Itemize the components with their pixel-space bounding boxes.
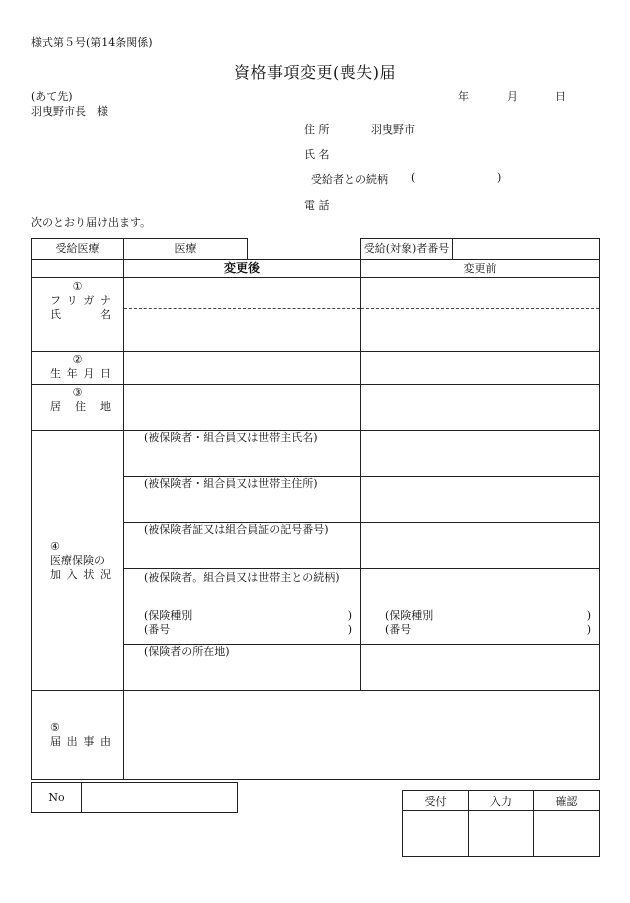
benefit-label: 受給医療: [55, 242, 100, 255]
recipient-no-label: 受給(対象)者番号: [363, 242, 450, 255]
row2-before-cell[interactable]: [361, 352, 600, 385]
row4-line1-label: 医療保険の: [50, 553, 105, 567]
ins-type-after: (保険種別 ): [144, 609, 352, 622]
received-header: 受付: [403, 791, 469, 811]
row5-label-cell: [32, 691, 124, 780]
row2-label-cell: [32, 352, 124, 385]
insured-address-label: (被保険者・組合員又は世帯主住所): [144, 477, 318, 490]
phone-label: 電 話: [304, 199, 330, 212]
date-month: 月: [507, 90, 518, 103]
row4-line2-label: 加 入 状 況: [50, 567, 111, 581]
input-header: 入力: [469, 791, 534, 811]
ins-number-after: (番号 ): [144, 623, 352, 636]
row4-insured-address-after[interactable]: [124, 477, 361, 523]
relation-open-paren: (: [411, 171, 416, 184]
row1-after-furigana[interactable]: [124, 278, 360, 308]
address-label: 住 所: [304, 123, 330, 136]
received-stamp-cell[interactable]: [403, 811, 469, 857]
confirm-stamp-cell[interactable]: [534, 811, 600, 857]
confirm-header: 確認: [534, 791, 600, 811]
row3-number: ③: [72, 386, 83, 399]
row1-furigana-label: フ リ ガ ナ: [50, 294, 111, 307]
card-number-label: (被保険者証又は組合員証の記号番号): [144, 523, 329, 536]
relation-label: 受給者との続柄: [311, 173, 388, 186]
column-after-header: 変更後: [223, 261, 260, 275]
row3-before-cell[interactable]: [361, 385, 600, 431]
form-code: 様式第５号(第14条関係): [31, 36, 153, 49]
no-label-cell: [32, 783, 82, 813]
row4-insured-name-before[interactable]: [361, 431, 600, 477]
row2-after-cell[interactable]: [124, 352, 361, 385]
relation-label: (被保険者。組合員又は世帯主との続柄): [144, 571, 340, 584]
input-stamp-cell[interactable]: [469, 811, 534, 857]
column-before-header: 変更前: [463, 261, 497, 275]
row3-label-cell: [32, 385, 124, 431]
relation-close-paren: ): [497, 171, 502, 184]
row4-relation-before[interactable]: [361, 569, 600, 645]
ins-number-before: (番号 ): [385, 623, 591, 636]
row1-number: ①: [72, 280, 83, 293]
row4-number: ④: [50, 539, 60, 553]
row4-label-cell: [32, 431, 124, 691]
recipient-no-input[interactable]: [453, 239, 600, 260]
main-form-table: [31, 238, 600, 780]
no-box: [31, 782, 238, 813]
row2-number: ②: [72, 353, 83, 366]
no-input[interactable]: [82, 783, 238, 813]
row2-birthdate-label: 生 年 月 日: [50, 367, 111, 380]
benefit-value-cell[interactable]: [124, 239, 248, 260]
insured-name-label: (被保険者・組合員又は世帯主氏名): [144, 431, 318, 444]
benefit-label-cell: [32, 239, 124, 260]
address-value: 羽曳野市: [371, 123, 415, 136]
addressee: 羽曳野市長 様: [31, 105, 108, 118]
row1-after-cell[interactable]: [124, 278, 361, 352]
name-label: 氏 名: [304, 148, 330, 161]
date-year: 年: [458, 90, 469, 103]
row5-reason-label: 届 出 事 由: [50, 735, 111, 748]
row1-after-name[interactable]: [124, 308, 360, 309]
ins-type-before: (保険種別 ): [385, 609, 591, 622]
row3-residence-label: 居 住 地: [50, 400, 111, 413]
benefit-value: 医療: [174, 242, 197, 255]
header-blank-cell: [248, 239, 361, 260]
row1-before-cell[interactable]: [361, 278, 600, 352]
column-header-blank: [32, 260, 124, 278]
office-use-box: [402, 790, 600, 857]
row4-relation-after[interactable]: [124, 569, 361, 645]
row1-name-label: 氏 名: [50, 308, 111, 321]
row1-before-name[interactable]: [361, 308, 599, 309]
no-label: No: [48, 791, 65, 804]
recipient-no-label-cell: [361, 239, 453, 260]
column-before-cell: [361, 260, 600, 278]
row1-before-furigana[interactable]: [361, 278, 599, 308]
date-day: 日: [555, 90, 566, 103]
insurer-location-label: (保険者の所在地): [144, 645, 230, 658]
row4-card-number-after[interactable]: [124, 523, 361, 569]
row1-label-cell: [32, 278, 124, 352]
row5-number: ⑤: [50, 721, 60, 734]
intro-text: 次のとおり届け出ます。: [31, 216, 152, 229]
row4-card-number-before[interactable]: [361, 523, 600, 569]
row4-insurer-location-before[interactable]: [361, 645, 600, 691]
row4-insured-address-before[interactable]: [361, 477, 600, 523]
row5-reason-input[interactable]: [124, 691, 600, 780]
column-after-cell: [124, 260, 361, 278]
row4-insured-name-after[interactable]: [124, 431, 361, 477]
row4-insurer-location-after[interactable]: [124, 645, 361, 691]
page-title: 資格事項変更(喪失)届: [234, 63, 396, 82]
row3-after-cell[interactable]: [124, 385, 361, 431]
addressee-prefix: (あて先): [31, 90, 73, 103]
